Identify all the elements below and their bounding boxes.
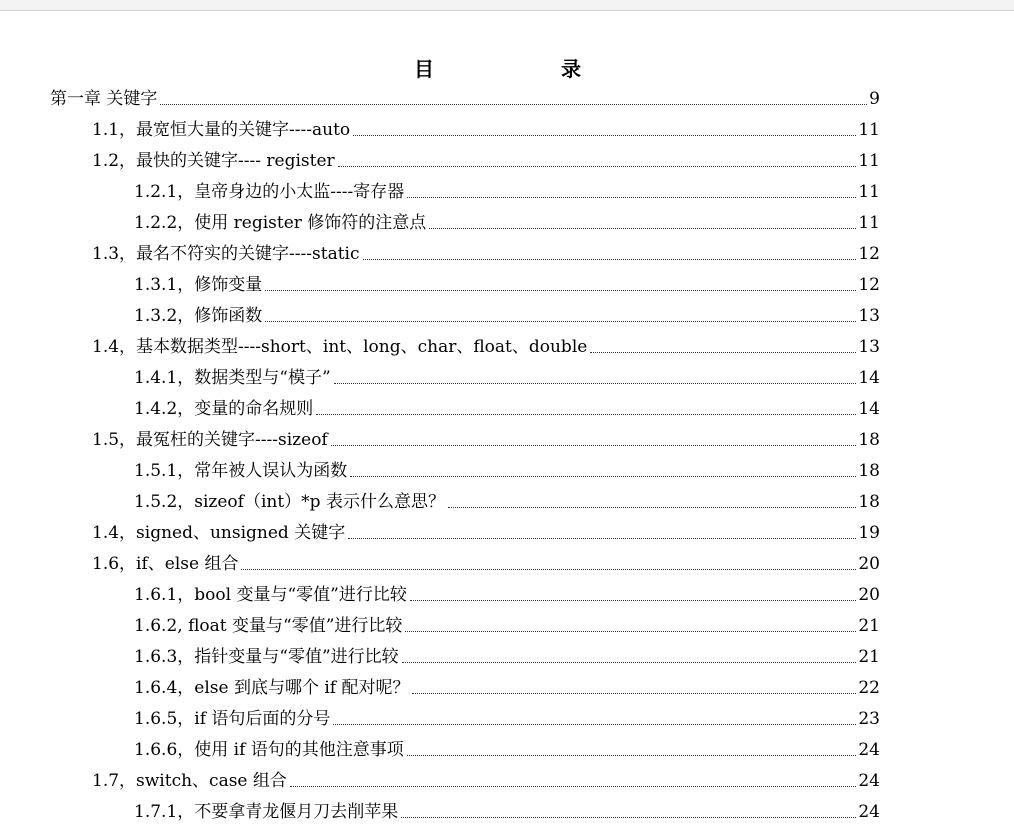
toc-entry-label: 1.7，switch、case 组合 [92,771,287,791]
toc-entry[interactable] [134,173,880,203]
toc-entry[interactable] [92,762,880,792]
dot-leader [338,165,857,167]
toc-entry-label: 1.2，最快的关键字---- register [92,151,335,171]
toc-entry[interactable] [134,266,880,296]
toc-entry-page: 23 [858,709,880,729]
dot-leader [410,599,857,601]
toc-entry[interactable] [134,731,880,761]
toc-entry-page: 12 [858,275,880,295]
toc-entry-label: 1.5.2，sizeof（int）*p 表示什么意思？ [134,492,445,512]
toc-entry-page: 21 [858,616,880,636]
toc-entry-page: 12 [858,244,880,264]
toc-entry[interactable] [92,328,880,358]
viewer-top-bar [0,0,1014,11]
toc-entry[interactable] [134,607,880,637]
toc-entry-page: 11 [858,120,880,140]
toc-entry[interactable] [134,576,880,606]
toc-entry-page: 24 [858,771,880,791]
toc-entry-label: 1.5.1，常年被人误认为函数 [134,461,348,481]
toc-entry-page: 11 [858,182,880,202]
toc-title: 目 录 [414,57,641,82]
toc-entry-page: 18 [858,461,880,481]
toc-entry-label: 1.4，signed、unsigned 关键字 [92,523,346,543]
toc-entry[interactable] [92,421,880,451]
toc-entry-label: 1.3.2，修饰函数 [134,306,263,326]
toc-entry-page: 13 [858,306,880,326]
toc-entry[interactable] [134,297,880,327]
toc-entry-label: 1.6，if、else 组合 [92,554,239,574]
toc-entry[interactable] [134,793,880,823]
dot-leader [405,630,856,632]
dot-leader [401,816,856,818]
toc-entry-page: 14 [858,368,880,388]
toc-entry[interactable] [92,235,880,265]
dot-leader [265,289,856,291]
dot-leader [448,506,856,508]
toc-entry-page: 24 [858,740,880,760]
dot-leader [353,134,856,136]
dot-leader [333,723,856,725]
toc-entry-label: 1.2.2，使用 register 修饰符的注意点 [134,213,427,233]
toc-entry-page: 13 [858,337,880,357]
dot-leader [429,227,856,229]
toc-entry-page: 18 [858,492,880,512]
toc-entry-page: 22 [858,678,880,698]
toc-entry-page: 11 [858,213,880,233]
toc-entry-label: 1.6.5，if 语句后面的分号 [134,709,331,729]
toc-entry-label: 1.4.1，数据类型与“模子” [134,368,331,388]
toc-entry[interactable] [134,452,880,482]
toc-entry-page: 20 [858,554,880,574]
dot-leader [241,568,856,570]
toc-entry-label: 1.3.1，修饰变量 [134,275,263,295]
toc-entry-label: 1.6.1，bool 变量与“零值”进行比较 [134,585,407,605]
dot-leader [350,475,856,477]
toc-entry-page: 9 [869,89,880,109]
toc-entry[interactable] [134,390,880,420]
dot-leader [316,413,856,415]
dot-leader [265,320,856,322]
dot-leader [160,103,867,105]
toc-entry[interactable] [92,142,880,172]
toc-entry[interactable] [134,669,880,699]
dot-leader [402,661,857,663]
toc-entry-page: 18 [858,430,880,450]
dot-leader [590,351,856,353]
toc-entry-label: 1.6.2, float 变量与“零值”进行比较 [134,616,403,636]
toc-entry[interactable] [92,514,880,544]
toc-entry-page: 11 [858,151,880,171]
toc-entry-label: 1.6.4，else 到底与哪个 if 配对呢？ [134,678,410,698]
dot-leader [334,382,857,384]
toc-entry-label: 1.4.2，变量的命名规则 [134,399,314,419]
toc-entry-page: 20 [858,585,880,605]
toc-entry[interactable] [134,359,880,389]
toc-entry[interactable] [134,700,880,730]
toc-entry-page: 14 [858,399,880,419]
dot-leader [331,444,857,446]
dot-leader [363,258,857,260]
toc-entry[interactable] [92,545,880,575]
toc-entry[interactable] [134,204,880,234]
toc-entry[interactable] [92,111,880,141]
toc-entry[interactable] [134,638,880,668]
toc-entry-label: 1.5，最冤枉的关键字----sizeof [92,430,328,450]
toc-entry[interactable] [50,80,880,110]
toc-entry-page: 24 [858,802,880,822]
toc-entry-label: 1.4，基本数据类型----short、int、long、char、float、double [92,337,588,357]
toc-entry-label: 1.6.3，指针变量与“零值”进行比较 [134,647,399,667]
toc-entry-label: 1.3，最名不符实的关键字----static [92,244,360,264]
toc-entry-label: 1.1，最宽恒大量的关键字----auto [92,120,351,140]
dot-leader [407,754,857,756]
toc-entry-page: 19 [858,523,880,543]
toc-entry[interactable] [134,483,880,513]
dot-leader [290,785,856,787]
toc-entry-label: 1.2.1，皇帝身边的小太监----寄存器 [134,182,405,202]
toc-entry-label: 1.6.6，使用 if 语句的其他注意事项 [134,740,404,760]
dot-leader [412,692,856,694]
dot-leader [348,537,856,539]
toc-entry-page: 21 [858,647,880,667]
toc-entry-label: 1.7.1，不要拿青龙偃月刀去削苹果 [134,802,399,822]
dot-leader [407,196,856,198]
toc-entry-label: 第一章 关键字 [50,89,158,109]
